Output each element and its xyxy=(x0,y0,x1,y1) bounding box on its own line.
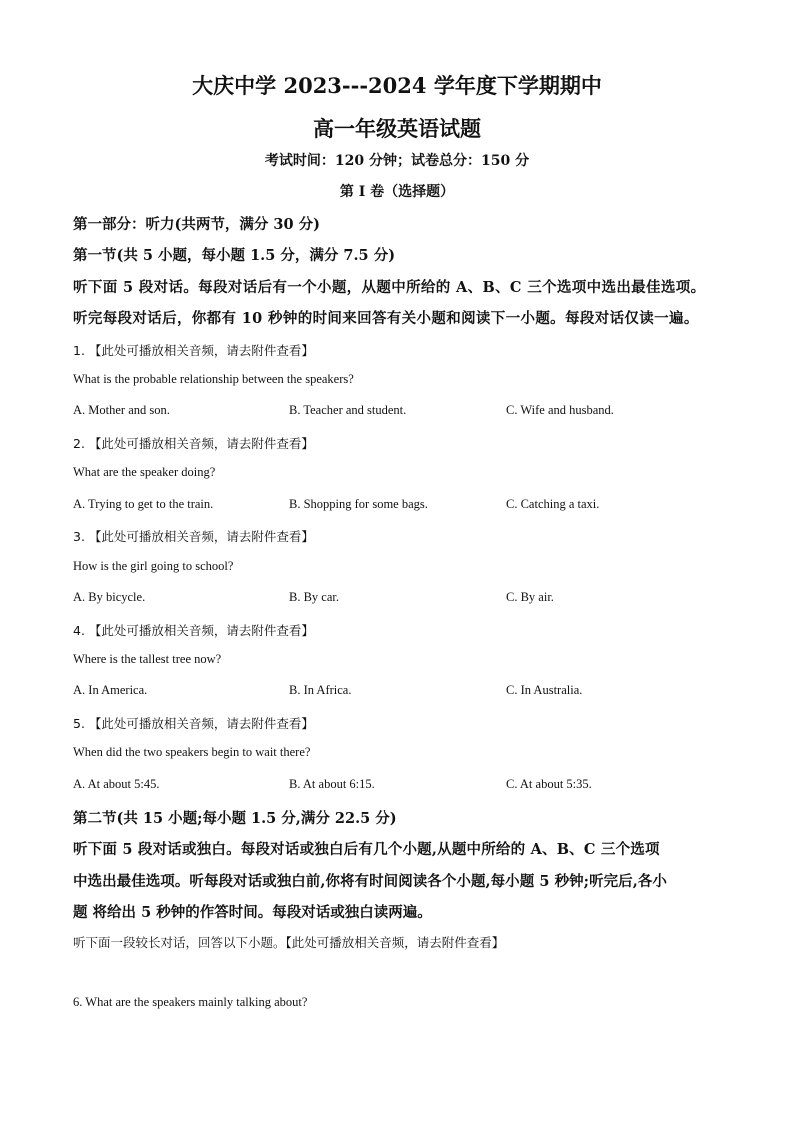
option-c: C. At about 5:35. xyxy=(506,777,592,791)
option-a: A. Trying to get to the train. xyxy=(73,497,214,511)
question-text: What is the probable relationship between the speakers? xyxy=(73,372,354,386)
option-b: B. Teacher and student. xyxy=(289,403,407,417)
option-b: B. At about 6:15. xyxy=(289,777,375,791)
section2-instructions-line3: 题 将给出 5 秒钟的作答时间。每段对话或独白读两遍。 xyxy=(73,904,432,921)
question-text: How is the girl going to school? xyxy=(73,559,234,573)
section2-instructions-line1: 听下面 5 段对话或独白。每段对话或独白后有几个小题,从题中所给的 A、B、C 三个选项 xyxy=(73,841,660,858)
option-b: B. In Africa. xyxy=(289,683,352,697)
audio-note: 2. 【此处可播放相关音频，请去附件查看】 xyxy=(73,436,314,451)
option-a: A. By bicycle. xyxy=(73,590,146,604)
section1-heading: 第一节(共 5 小题，每小题 1.5 分，满分 7.5 分) xyxy=(73,247,396,264)
volume-heading: 第 I 卷（选择题） xyxy=(339,184,455,200)
audio-note: 听下面一段较长对话，回答以下小题。【此处可播放相关音频，请去附件查看】 xyxy=(73,935,505,950)
option-c: C. Catching a taxi. xyxy=(506,497,600,511)
option-a: A. Mother and son. xyxy=(73,403,170,417)
audio-note: 5. 【此处可播放相关音频，请去附件查看】 xyxy=(73,716,314,731)
section1-instructions-line2: 听完每段对话后，你都有 10 秒钟的时间来回答有关小题和阅读下一小题。每段对话仅读一遍。 xyxy=(73,310,699,327)
exam-info: 考试时间：120 分钟；试卷总分：150 分 xyxy=(264,153,530,169)
part1-heading: 第一部分：听力(共两节，满分 30 分) xyxy=(73,216,320,233)
option-c: C. By air. xyxy=(506,590,554,604)
option-a: A. At about 5:45. xyxy=(73,777,160,791)
question-text: 6. What are the speakers mainly talking about? xyxy=(73,995,308,1009)
audio-note: 3. 【此处可播放相关音频，请去附件查看】 xyxy=(73,529,314,544)
exam-subtitle: 高一年级英语试题 xyxy=(313,116,481,141)
section1-instructions-line1: 听下面 5 段对话。每段对话后有一个小题，从题中所给的 A、B、C 三个选项中选出最佳选项。 xyxy=(73,279,706,296)
section2-heading: 第二节(共 15 小题;每小题 1.5 分,满分 22.5 分) xyxy=(73,810,397,827)
option-a: A. In America. xyxy=(73,683,148,697)
audio-note: 1. 【此处可播放相关音频，请去附件查看】 xyxy=(73,343,314,358)
option-b: B. Shopping for some bags. xyxy=(289,497,428,511)
question-text: Where is the tallest tree now? xyxy=(73,652,222,666)
audio-note: 4. 【此处可播放相关音频，请去附件查看】 xyxy=(73,623,314,638)
exam-title: 大庆中学 2023---2024 学年度下学期期中 xyxy=(192,73,602,98)
question-text: What are the speaker doing? xyxy=(73,465,216,479)
section2-instructions-line2: 中选出最佳选项。听每段对话或独白前,你将有时间阅读各个小题,每小题 5 秒钟;听完后,各小 xyxy=(73,873,667,890)
option-b: B. By car. xyxy=(289,590,339,604)
option-c: C. Wife and husband. xyxy=(506,403,614,417)
question-text: When did the two speakers begin to wait there? xyxy=(73,745,311,759)
option-c: C. In Australia. xyxy=(506,683,583,697)
